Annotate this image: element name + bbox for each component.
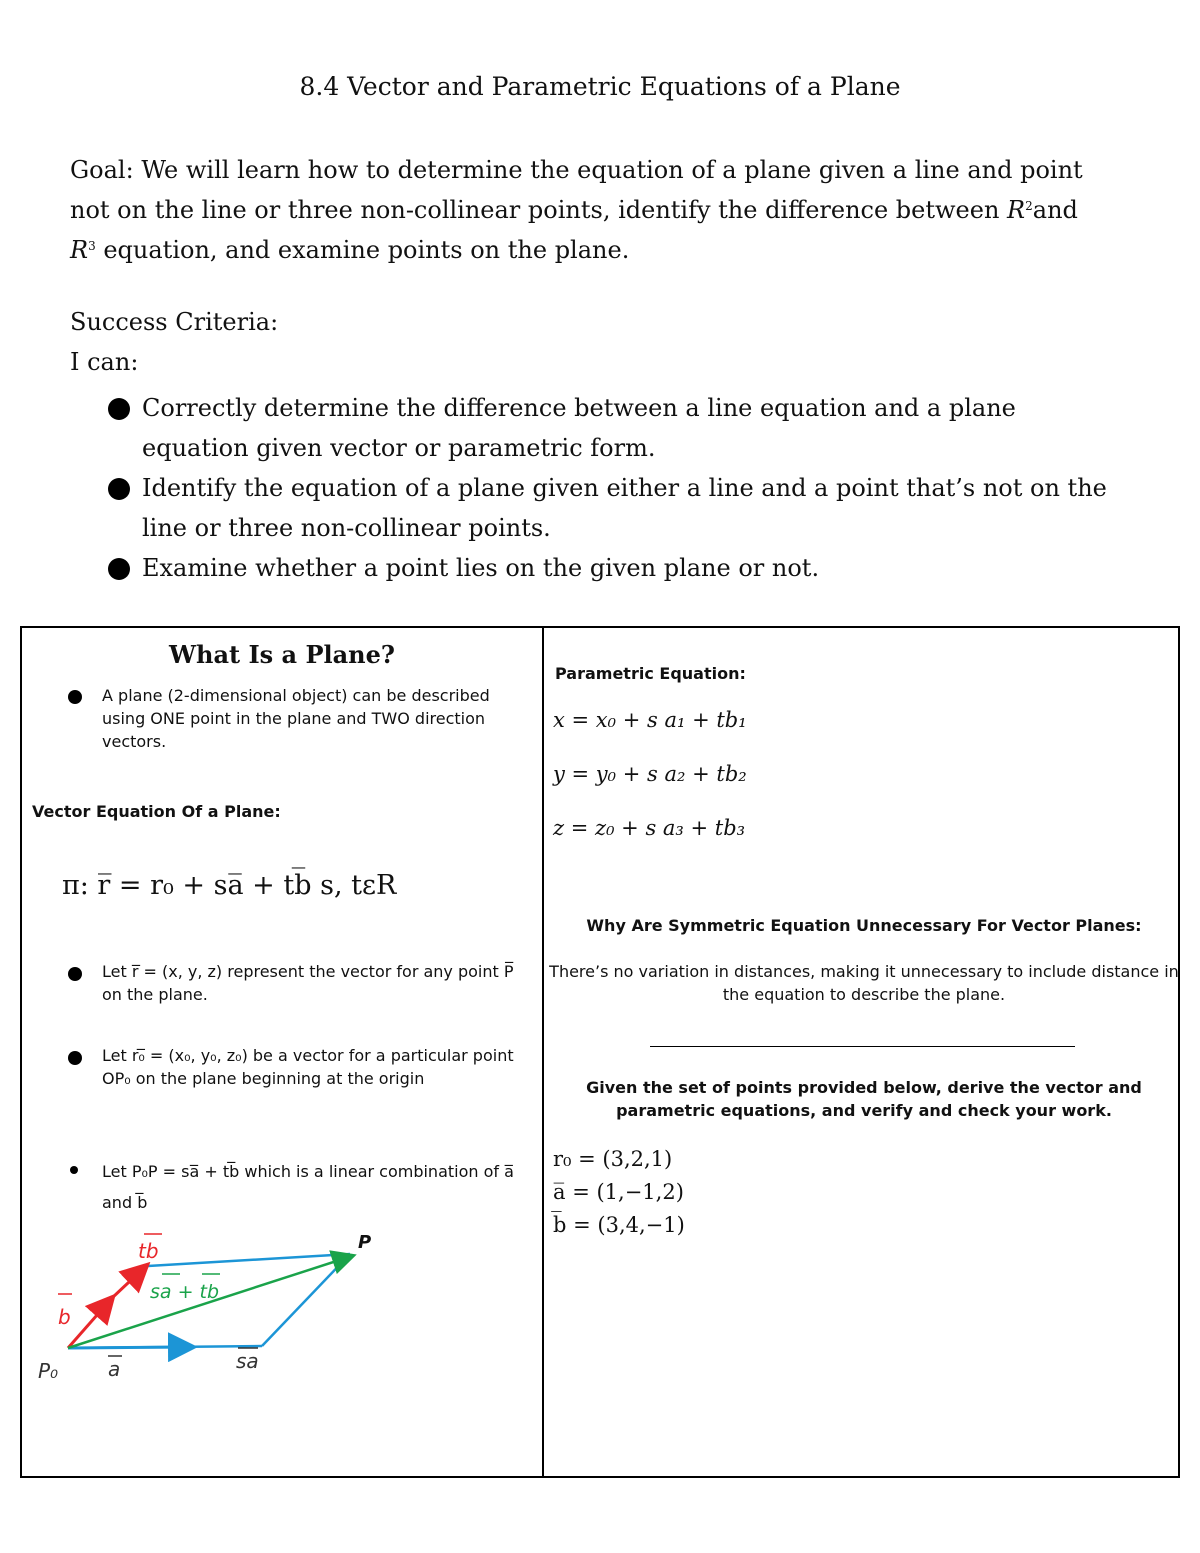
bullet-icon: [70, 1166, 78, 1174]
label-p0: P₀: [38, 1359, 59, 1383]
label-p: P: [358, 1232, 372, 1253]
plane-vector-diagram: [30, 1218, 430, 1398]
bullet-r0-definition: Let r₀̅ = (x₀, y₀, z₀) be a vector for a particular point OP₀ on the plane beginning at the origin: [102, 1046, 514, 1088]
label-sa-plus-tb: sa + tb: [150, 1281, 220, 1303]
bullet-icon: [108, 478, 130, 500]
goal-line-3: $R^3$ equation, and examine points on the plane.: [70, 236, 630, 264]
plane-definition: A plane (2-dimensional object) can be described using ONE point in the plane and TWO direction vectors.: [102, 686, 490, 751]
label-a: a: [108, 1357, 121, 1381]
i-can-label: I can:: [70, 348, 139, 376]
given-instructions: Given the set of points provided below, derive the vector and parametric equations, and verify and check your work.: [586, 1078, 1142, 1120]
point-r0: r₀ = (3,2,1): [553, 1147, 673, 1171]
success-criteria-title: Success Criteria:: [70, 308, 279, 336]
why-symmetric-heading: Why Are Symmetric Equation Unnecessary For Vector Planes:: [586, 916, 1142, 935]
bullet-icon: [68, 967, 82, 981]
bullet-icon: [68, 690, 82, 704]
page-title: 8.4 Vector and Parametric Equations of a Plane: [299, 72, 901, 101]
bullet-icon: [108, 398, 130, 420]
parametric-heading: Parametric Equation:: [555, 664, 746, 683]
column-divider: [542, 626, 544, 1478]
top-edge: [148, 1254, 350, 1266]
why-symmetric-answer: There’s no variation in distances, making it unnecessary to include distance in the equation to describe the plane.: [549, 962, 1179, 1004]
label-tb: tb: [138, 1239, 159, 1263]
vector-equation: π: r̅ = r₀ + sa̅ + tb̅ s, tεR: [62, 870, 397, 901]
param-eq-x: x = x₀ + s a₁ + tb₁: [553, 708, 747, 732]
bullet-linear-combination: Let P₀P = sa̅ + tb̅ which is a linear combination of a̅ and b̅: [102, 1162, 514, 1212]
label-sa: sa: [236, 1349, 259, 1373]
given-points: [553, 1143, 685, 1242]
param-eq-y: y = y₀ + s a₂ + tb₂: [553, 762, 747, 786]
criteria-item: Correctly determine the difference between a line equation and a plane equation given vector or parametric form.: [108, 388, 1118, 468]
vector-b: b̅ = (3,4,−1): [553, 1213, 685, 1237]
bullet-icon: [108, 558, 130, 580]
vector-equation-heading: Vector Equation Of a Plane:: [32, 802, 281, 821]
bullet-r-definition: Let r̅ = (x, y, z) represent the vector for any point P̅ on the plane.: [102, 962, 514, 1004]
separator-line: [650, 1046, 1075, 1047]
criteria-list: [108, 388, 1118, 588]
goal-line-1: Goal: We will learn how to determine the equation of a plane given a line and point: [70, 156, 1083, 184]
goal-text: [70, 150, 1130, 270]
vector-a: a̅ = (1,−1,2): [553, 1180, 684, 1204]
goal-line-2: not on the line or three non-collinear points, identify the difference between $R^2and$: [70, 196, 1078, 224]
what-is-plane-heading: What Is a Plane?: [169, 640, 395, 669]
vector-tb-arrow: [112, 1266, 146, 1298]
bullet-icon: [68, 1051, 82, 1065]
criteria-item: Examine whether a point lies on the given plane or not.: [108, 548, 1118, 588]
right-edge: [262, 1254, 350, 1346]
label-b: b: [58, 1305, 71, 1329]
param-eq-z: z = z₀ + s a₃ + tb₃: [553, 816, 746, 840]
vector-a-arrow: [68, 1347, 192, 1348]
criteria-item: Identify the equation of a plane given either a line and a point that’s not on the line or three non-collinear points.: [108, 468, 1118, 548]
